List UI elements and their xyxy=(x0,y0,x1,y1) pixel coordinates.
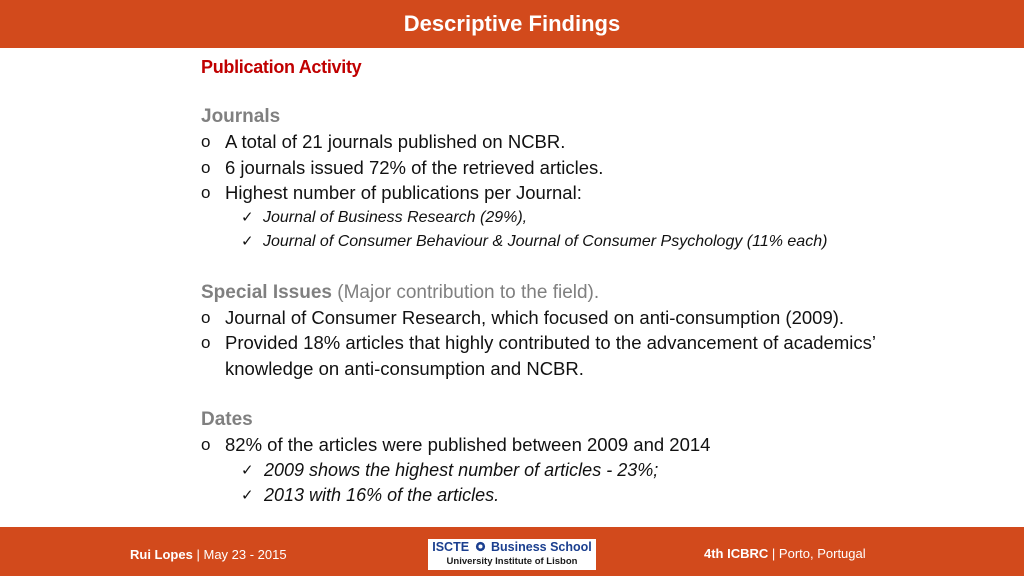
list-item xyxy=(201,155,921,181)
special-issues-bullet-list xyxy=(201,305,921,382)
special-issues-section xyxy=(201,280,921,382)
footer-conference-name: 4th ICBRC xyxy=(704,546,769,561)
circle-bullet-icon: o xyxy=(201,435,211,454)
footer-author-date xyxy=(130,546,287,564)
bullet-text: 6 journals issued 72% of the retrieved articles. xyxy=(225,156,604,178)
bullet-text: A total of 21 journals published on NCBR. xyxy=(225,131,566,152)
footer-separator: | xyxy=(771,546,776,561)
dates-bullet-list xyxy=(201,432,921,458)
footer-date: May 23 - 2015 xyxy=(203,547,287,562)
footer-separator: | xyxy=(196,547,200,562)
circle-bullet-icon: o xyxy=(201,132,211,151)
list-item xyxy=(201,432,921,458)
dates-heading: Dates xyxy=(201,409,253,430)
check-item xyxy=(201,230,921,254)
check-text: Journal of Consumer Behaviour & Journal of Consumer Psychology (11% each) xyxy=(263,232,828,250)
bullet-text: Journal of Consumer Research, which focused on anti-consumption (2009). xyxy=(225,306,845,328)
slide-title: Descriptive Findings xyxy=(403,11,621,36)
logo-mark-icon xyxy=(475,541,486,552)
checkmark-icon: ✓ xyxy=(241,232,254,250)
slide-content xyxy=(201,52,921,509)
dates-heading-line xyxy=(201,407,921,432)
journals-check-list xyxy=(201,206,921,254)
logo-subtitle: University Institute of Lisbon xyxy=(446,556,578,567)
journals-heading: Journals xyxy=(201,106,281,127)
checkmark-icon: ✓ xyxy=(241,208,254,226)
list-item xyxy=(201,305,921,331)
iscte-business-school-logo xyxy=(428,539,596,570)
journals-heading-line xyxy=(201,104,921,129)
check-text: 2013 with 16% of the articles. xyxy=(264,485,500,505)
bullet-text: Highest number of publications per Journal: xyxy=(225,182,582,203)
list-item xyxy=(201,129,921,155)
bullet-text: Provided 18% articles that highly contributed to the advancement of academics’ knowledge on anti-consumption and NCBR. xyxy=(225,332,876,379)
special-issues-heading: Special Issues xyxy=(201,281,332,303)
list-item xyxy=(201,180,921,206)
checkmark-icon: ✓ xyxy=(241,487,254,504)
check-item xyxy=(201,458,921,484)
list-item xyxy=(201,330,921,381)
circle-bullet-icon: o xyxy=(201,333,211,352)
checkmark-icon: ✓ xyxy=(241,461,254,479)
circle-bullet-icon: o xyxy=(201,307,211,327)
footer-author: Rui Lopes xyxy=(130,547,193,562)
circle-bullet-icon: o xyxy=(201,183,211,202)
logo-title xyxy=(428,540,596,554)
special-issues-heading-line xyxy=(201,280,921,305)
section-title: Publication Activity xyxy=(201,57,362,77)
footer-conference xyxy=(704,545,866,563)
check-text: Journal of Business Research (29%), xyxy=(263,208,528,226)
logo-title-left: ISCTE xyxy=(432,540,470,554)
dates-section xyxy=(201,407,921,509)
check-item xyxy=(201,483,921,509)
bullet-text: 82% of the articles were published between 2009 and 2014 xyxy=(225,434,711,455)
check-text: 2009 shows the highest number of articles - 23%; xyxy=(264,459,659,480)
circle-bullet-icon: o xyxy=(201,157,211,177)
journals-section xyxy=(201,104,921,254)
check-item xyxy=(201,206,921,230)
journals-bullet-list xyxy=(201,129,921,206)
dates-check-list xyxy=(201,458,921,509)
logo-title-right: Business School xyxy=(491,540,592,554)
special-issues-note: (Major contribution to the field). xyxy=(337,281,600,303)
footer-location: Porto, Portugal xyxy=(778,546,866,561)
